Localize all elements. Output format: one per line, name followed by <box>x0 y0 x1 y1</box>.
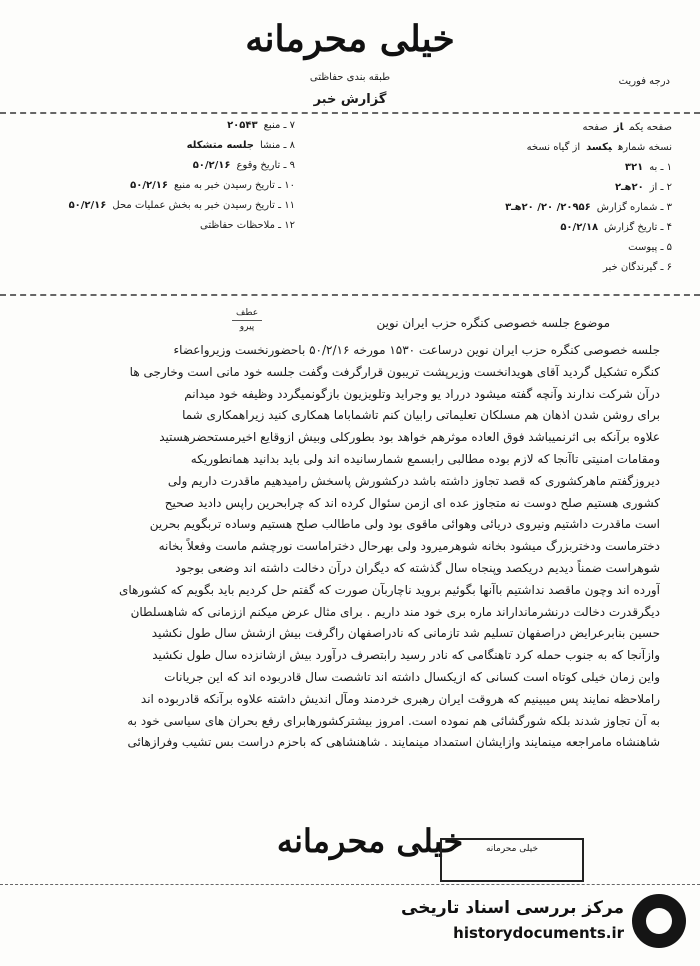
divider-middle <box>0 294 700 296</box>
body-line: کشوری هستیم صلح دوست نه متجاوز عده ای ازمن سئوال کرده اند که چرابحرین راپس دادید صحیح <box>164 495 660 510</box>
body-line: ومقامات امنیتی تاآنجا که لازم بوده مطالبی رابسمع شمارسانیده اند ولی باید بدانید همانطوریکه <box>190 451 660 466</box>
urgency-label: درجه فوریت <box>618 76 670 87</box>
classification-stamp-top: خیلی محرمانه <box>245 18 455 60</box>
meta-row: ۵ ـ پیوست <box>628 242 672 253</box>
meta-row: ۹ ـ تاریخ وقوع۵۰/۲/۱۶ <box>192 160 295 171</box>
meta-row: ۳ ـ شماره گزارش۲۰۹۵۶/ ۲۰/ ۲۰هـ۳ <box>505 202 672 213</box>
body-line: وازآنجا که به جنوب حمله کرد تاهنگامی که نادر رسید رابتصرف درآورد بیش ازشانزده سال طول نکشید <box>152 648 660 663</box>
report-body <box>40 340 660 754</box>
reference-note-bottom: پیرو <box>239 322 255 332</box>
reference-note-top: عطف <box>232 307 262 321</box>
divider-top <box>0 112 700 114</box>
meta-row: ۶ ـ گیرندگان خبر <box>602 262 672 273</box>
reference-note <box>232 307 262 334</box>
subject-line: موضوع جلسه خصوصی کنگره حزب ایران نوین <box>376 316 610 330</box>
archive-logo <box>396 892 686 952</box>
body-line: شاهنشاه مامراجعه مینمایند وازایشان استمداد مینمایند . شاهنشاهی که باحزم دراست بس تشیب وفرازهائی <box>127 735 660 750</box>
body-line: درآن شرکت ندارند وآنچه گفته میشود درراد یو وجراید وتلویزیون بازگونمیگردد وظیفه خود میدانم <box>184 386 660 401</box>
archive-ring-icon <box>632 894 686 948</box>
meta-row: ۸ ـ منشاجلسه متشکله <box>186 140 295 151</box>
meta-row: ۱۰ ـ تاریخ رسیدن خبر به منبع۵۰/۲/۱۶ <box>130 180 295 191</box>
body-line: علاوه برآنکه بی اثرنمیباشد فوق العاده موثرهم خواهد بود بطورکلی وبیش ازوقایع اخیرمستحضرهستید <box>159 430 660 445</box>
meta-row: ۱۱ ـ تاریخ رسیدن خبر به بخش عملیات محل۵۰/۲/۱۶ <box>68 200 295 211</box>
body-line: حسین بنابرعرایض دراصفهان تسلیم شد تازمانی که نادراصفهان راگرفت بیش ازشش سال طول نکشید <box>151 626 660 641</box>
body-line: شوهراست ضمناً دیدیم دریکصد وپنجاه سال گذشته که دیگران درآن دخالت داشته اند وضعی بوجود <box>175 560 660 575</box>
classification-label: طبقه بندی حفاظتی <box>309 72 391 83</box>
body-line: واین زمان خیلی کوتاه است کسانی که ازیکسال داشته اند تاشصت سال قادربوده اند که این جریانات <box>164 669 660 684</box>
body-line: برای روشن شدن اذهان هم مسلکان تعلیماتی رابیان کنم تاشماباما همکاری کنید زیراهمکاری شما <box>182 408 660 423</box>
meta-row: ۲ ـ از۲۰هـ۲ <box>615 182 672 193</box>
signature-box: خیلی محرمانه <box>440 838 584 882</box>
classification-stamp-bottom: خیلی محرمانه <box>276 822 464 860</box>
meta-row: ۱ ـ به۳۲۱ <box>624 162 672 173</box>
body-line: است ماقدرت داشتیم ونیروی دریائی وهوائی ماقوی بود ولی ماطالب صلح هستیم وساده تربگویم بحرین <box>149 517 660 532</box>
meta-row: نسخه شمارهیکسداز گیاه نسخه <box>526 142 672 153</box>
body-line: آورده اند وچون ماقصد نداشتیم باآنها بگوئیم بروید ناچاربآن صورت که گفتم حل کردیم باید بگویم که کشورهای <box>118 582 660 597</box>
report-type: گزارش خبر <box>313 92 387 107</box>
meta-row: ۷ ـ منبع۲۰۵۴۳ <box>227 120 295 131</box>
meta-row: صفحه یکمازصفحه <box>582 122 672 133</box>
archive-name: مرکز بررسی اسناد تاریخی <box>401 898 624 918</box>
divider-bottom <box>0 884 700 885</box>
meta-row: ۴ ـ تاریخ گزارش۵۰/۲/۱۸ <box>560 222 672 233</box>
body-line: دخترماست ودختربزرگ میشود بخانه شوهرمیرود ولی بهرحال دختراماست نورچشم ماست وفعلاً بخانه <box>158 539 660 554</box>
body-line: جلسه خصوصی کنگره حزب ایران نوین درساعت ۱۵۳۰ مورخه ۵۰/۲/۱۶ باحضورنخست وزیرواعضاء <box>173 343 660 357</box>
body-line: دیروزگفتم ماهرکشوری که قصد تجاوز داشته باشد درکشورش پاسخش رامیدهیم ماقدرت داریم ولی <box>167 473 660 488</box>
meta-row: ۱۲ ـ ملاحظات حفاظتی <box>200 220 295 231</box>
body-line: کنگره تشکیل گردید آقای هویدانخست وزیرپشت تریبون قرارگرفت وگفت جلسه خود مانی است وخارجی ها <box>129 364 660 379</box>
body-line: به آن تجاوز شدند بلکه شورگشائی هم نموده است. امروز بیشترکشورهابرای رفع بحران های سیاسی خود به <box>127 713 660 728</box>
meta-left-column <box>10 116 295 236</box>
body-line: راملاحظه نمایند پس میبینیم که هروقت ایران رهبری خردمند ومآل اندیش داشته علاوه برآنکه قادربوده اند <box>140 691 660 706</box>
archive-url: historydocuments.ir <box>453 924 624 942</box>
body-line: دیگرقدرت دخالت درنشرمانداراند ماره بری خود مند داریم . برای مثال عرض میکنم اززمانی که شاهسلطان <box>130 604 660 619</box>
meta-right-column <box>352 118 672 278</box>
